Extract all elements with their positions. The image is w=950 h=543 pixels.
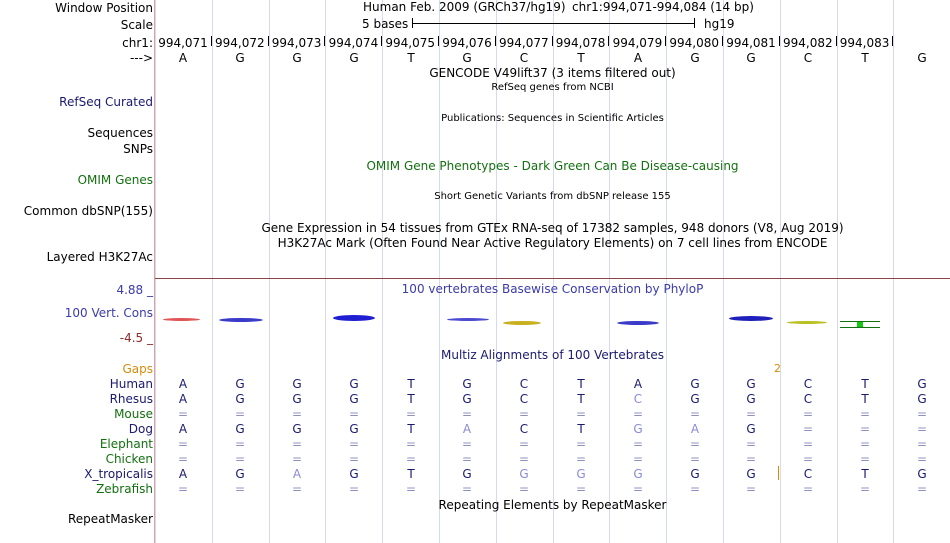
label-scale: Scale bbox=[120, 18, 153, 32]
alignment-base: = bbox=[518, 407, 530, 421]
phylop-mark bbox=[840, 327, 880, 328]
alignment-base: T bbox=[861, 392, 869, 406]
reference-base: T bbox=[407, 51, 415, 65]
ruler-tick bbox=[324, 36, 325, 46]
alignment-base: G bbox=[235, 392, 245, 406]
alignment-base: T bbox=[407, 377, 415, 391]
alignment-base: = bbox=[802, 422, 814, 436]
alignment-base: = bbox=[689, 482, 701, 496]
alignment-base: = bbox=[689, 407, 701, 421]
alignment-base: A bbox=[178, 422, 188, 436]
alignment-base: G bbox=[519, 467, 529, 481]
alignment-base: G bbox=[462, 392, 472, 406]
ruler-position-label: 994,078 bbox=[555, 36, 606, 50]
phylop-mark bbox=[729, 316, 773, 321]
alignment-base: = bbox=[745, 482, 757, 496]
label-100-vert-cons[interactable]: 100 Vert. Cons bbox=[64, 306, 153, 320]
phylop-mark bbox=[447, 318, 489, 321]
reference-base: G bbox=[462, 51, 472, 65]
ruler-tick bbox=[495, 36, 496, 46]
species-label[interactable]: Zebrafish bbox=[96, 482, 153, 496]
alignment-base: G bbox=[746, 467, 756, 481]
alignment-base: = bbox=[632, 437, 644, 451]
alignment-base: G bbox=[917, 392, 927, 406]
alignment-base: = bbox=[632, 407, 644, 421]
label-cons-min: -4.5 _ bbox=[119, 331, 153, 345]
track-title-omim[interactable]: OMIM Gene Phenotypes - Dark Green Can Be Disease-causing bbox=[366, 159, 739, 173]
alignment-base: = bbox=[859, 452, 871, 466]
alignment-base: G bbox=[462, 467, 472, 481]
alignment-base: = bbox=[405, 482, 417, 496]
assembly-title: Human Feb. 2009 (GRCh37/hg19) bbox=[363, 0, 566, 14]
alignment-base: G bbox=[349, 392, 359, 406]
alignment-base: A bbox=[462, 422, 472, 436]
alignment-base: = bbox=[689, 452, 701, 466]
alignment-base: G bbox=[349, 377, 359, 391]
ruler-tick bbox=[779, 36, 780, 46]
alignment-base: G bbox=[576, 467, 586, 481]
alignment-base: = bbox=[632, 482, 644, 496]
ruler-tick bbox=[211, 36, 212, 46]
alignment-base: G bbox=[690, 392, 700, 406]
alignment-base: = bbox=[802, 482, 814, 496]
label-layered-h3k27ac[interactable]: Layered H3K27Ac bbox=[46, 250, 153, 264]
alignment-base: G bbox=[746, 422, 756, 436]
track-title-repeatmasker[interactable]: Repeating Elements by RepeatMasker bbox=[438, 498, 667, 512]
ruler-position-label: 994,072 bbox=[214, 36, 265, 50]
label-snps[interactable]: SNPs bbox=[123, 142, 153, 156]
alignment-base: C bbox=[519, 392, 529, 406]
alignment-base: = bbox=[689, 437, 701, 451]
label-common-dbsnp[interactable]: Common dbSNP(155) bbox=[23, 204, 153, 218]
species-label[interactable]: Mouse bbox=[114, 407, 153, 421]
alignment-base: A bbox=[178, 392, 188, 406]
alignment-base: G bbox=[235, 467, 245, 481]
alignment-base: T bbox=[407, 392, 415, 406]
alignment-base: G bbox=[235, 377, 245, 391]
alignment-base: A bbox=[178, 467, 188, 481]
alignment-base: G bbox=[746, 392, 756, 406]
scale-db-label: hg19 bbox=[704, 17, 735, 31]
scale-bar-label: 5 bases bbox=[362, 17, 409, 31]
reference-base: G bbox=[292, 51, 302, 65]
alignment-base: = bbox=[234, 437, 246, 451]
label-chromosome: chr1: bbox=[122, 36, 153, 50]
ruler-position-label: 994,082 bbox=[782, 36, 833, 50]
species-label[interactable]: Chicken bbox=[105, 452, 153, 466]
alignment-base: G bbox=[746, 377, 756, 391]
alignment-base: G bbox=[235, 422, 245, 436]
alignment-base: = bbox=[234, 482, 246, 496]
alignment-base: C bbox=[803, 377, 813, 391]
alignment-base: T bbox=[577, 377, 585, 391]
insertion-marker bbox=[778, 466, 779, 480]
ruler-position-label: 994,079 bbox=[612, 36, 663, 50]
alignment-base: = bbox=[575, 452, 587, 466]
alignment-base: = bbox=[461, 407, 473, 421]
alignment-base: = bbox=[916, 452, 928, 466]
alignment-base: T bbox=[861, 467, 869, 481]
alignment-base: = bbox=[461, 482, 473, 496]
alignment-base: T bbox=[577, 392, 585, 406]
alignment-base: G bbox=[917, 467, 927, 481]
label-repeatmasker[interactable]: RepeatMasker bbox=[67, 512, 153, 526]
label-cons-max: 4.88 _ bbox=[116, 283, 153, 297]
alignment-base: = bbox=[916, 422, 928, 436]
reference-base: G bbox=[690, 51, 700, 65]
alignment-base: = bbox=[575, 437, 587, 451]
alignment-base: = bbox=[234, 407, 246, 421]
phylop-mark bbox=[163, 318, 200, 321]
ruler-position-label: 994,071 bbox=[158, 36, 208, 50]
ruler-tick bbox=[608, 36, 609, 46]
reference-base: G bbox=[917, 51, 927, 65]
alignment-base: G bbox=[462, 377, 472, 391]
reference-base: G bbox=[746, 51, 756, 65]
label-sequences[interactable]: Sequences bbox=[87, 126, 153, 140]
species-label[interactable]: Elephant bbox=[99, 437, 153, 451]
phylop-mark bbox=[503, 321, 541, 325]
ruler-tick bbox=[381, 36, 382, 46]
ruler-position-label: 994,074 bbox=[328, 36, 379, 50]
alignment-base: G bbox=[633, 422, 643, 436]
alignment-base: = bbox=[916, 407, 928, 421]
track-title-dbsnp[interactable]: Short Genetic Variants from dbSNP release 155 bbox=[434, 191, 671, 202]
alignment-base: = bbox=[802, 407, 814, 421]
alignment-base: = bbox=[461, 437, 473, 451]
window-position-text: chr1:994,071-994,084 (14 bp) bbox=[572, 0, 754, 14]
ruler-position-label: 994,080 bbox=[669, 36, 719, 50]
label-strand: ---> bbox=[129, 51, 153, 65]
label-refseq-curated[interactable]: RefSeq Curated bbox=[59, 95, 153, 109]
track-title-refseq[interactable]: RefSeq genes from NCBI bbox=[491, 82, 614, 93]
alignment-base: = bbox=[859, 422, 871, 436]
alignment-base: = bbox=[575, 407, 587, 421]
alignment-base: = bbox=[916, 482, 928, 496]
alignment-base: = bbox=[745, 407, 757, 421]
species-label[interactable]: Dog bbox=[128, 422, 153, 436]
alignment-base: = bbox=[405, 437, 417, 451]
alignment-base: = bbox=[177, 437, 189, 451]
track-title-h3k27ac[interactable]: H3K27Ac Mark (Often Found Near Active Regulatory Elements) on 7 cell lines from ENCODE bbox=[277, 236, 828, 250]
phylop-mark bbox=[617, 321, 659, 325]
track-separator bbox=[155, 278, 950, 279]
alignment-base: G bbox=[292, 422, 302, 436]
ruler-position-label: 994,081 bbox=[726, 36, 776, 50]
reference-base: G bbox=[235, 51, 245, 65]
species-label[interactable]: Human bbox=[109, 377, 153, 391]
alignment-base: = bbox=[802, 452, 814, 466]
alignment-base: = bbox=[348, 452, 360, 466]
alignment-base: = bbox=[802, 437, 814, 451]
ruler-tick bbox=[665, 36, 666, 46]
alignment-base: A bbox=[633, 377, 643, 391]
alignment-base: = bbox=[177, 452, 189, 466]
ruler-tick bbox=[268, 36, 269, 46]
alignment-base: = bbox=[518, 452, 530, 466]
alignment-base: C bbox=[633, 392, 643, 406]
ruler-position-label: 994,073 bbox=[271, 36, 322, 50]
reference-base: T bbox=[577, 51, 585, 65]
alignment-base: = bbox=[177, 407, 189, 421]
gap-count-label: 2 bbox=[774, 362, 781, 375]
alignment-base: = bbox=[859, 482, 871, 496]
alignment-base: = bbox=[234, 452, 246, 466]
reference-base: A bbox=[178, 51, 188, 65]
alignment-base: = bbox=[348, 482, 360, 496]
alignment-base: T bbox=[861, 377, 869, 391]
reference-base: T bbox=[861, 51, 869, 65]
alignment-base: = bbox=[518, 482, 530, 496]
alignment-base: = bbox=[461, 452, 473, 466]
alignment-base: = bbox=[291, 482, 303, 496]
alignment-base: G bbox=[292, 392, 302, 406]
alignment-base: = bbox=[632, 452, 644, 466]
alignment-base: = bbox=[405, 452, 417, 466]
alignment-base: T bbox=[407, 422, 415, 436]
alignment-base: = bbox=[745, 452, 757, 466]
ruler-position-label: 994,083 bbox=[839, 36, 890, 50]
alignment-base: = bbox=[177, 482, 189, 496]
alignment-base: G bbox=[633, 467, 643, 481]
alignment-base: = bbox=[916, 437, 928, 451]
alignment-base: G bbox=[690, 377, 700, 391]
track-title-gencode[interactable]: GENCODE V49lift37 (3 items filtered out) bbox=[429, 66, 676, 80]
alignment-base: = bbox=[291, 407, 303, 421]
alignment-base: C bbox=[803, 392, 813, 406]
alignment-base: = bbox=[859, 407, 871, 421]
alignment-base: = bbox=[518, 437, 530, 451]
reference-base: C bbox=[803, 51, 813, 65]
alignment-base: A bbox=[178, 377, 188, 391]
alignment-base: = bbox=[348, 437, 360, 451]
ruler-position-label: 994,077 bbox=[498, 36, 549, 50]
phylop-mark bbox=[219, 318, 263, 322]
track-title-multiz[interactable]: Multiz Alignments of 100 Vertebrates bbox=[440, 348, 665, 362]
alignment-base: = bbox=[575, 482, 587, 496]
alignment-base: T bbox=[407, 467, 415, 481]
reference-base: A bbox=[633, 51, 643, 65]
species-label[interactable]: Rhesus bbox=[109, 392, 153, 406]
phylop-mark bbox=[333, 315, 375, 321]
alignment-base: G bbox=[690, 467, 700, 481]
label-omim-genes[interactable]: OMIM Genes bbox=[77, 173, 153, 187]
alignment-base: = bbox=[291, 437, 303, 451]
ruler-tick bbox=[722, 36, 723, 46]
track-title-phylop[interactable]: 100 vertebrates Basewise Conservation by PhyloP bbox=[401, 282, 704, 296]
alignment-base: A bbox=[292, 467, 302, 481]
reference-base: C bbox=[519, 51, 529, 65]
species-label[interactable]: X_tropicalis bbox=[84, 467, 153, 481]
ruler-tick bbox=[836, 36, 837, 46]
phylop-mark bbox=[787, 321, 827, 324]
alignment-base: G bbox=[349, 422, 359, 436]
alignment-base: G bbox=[292, 377, 302, 391]
alignment-base: = bbox=[291, 452, 303, 466]
alignment-base: G bbox=[349, 467, 359, 481]
alignment-base: G bbox=[917, 377, 927, 391]
alignment-base: C bbox=[803, 467, 813, 481]
ruler-tick bbox=[438, 36, 439, 46]
label-gaps: Gaps bbox=[122, 362, 153, 376]
alignment-base: = bbox=[348, 407, 360, 421]
alignment-base: = bbox=[745, 437, 757, 451]
alignment-base: = bbox=[405, 407, 417, 421]
alignment-base: C bbox=[519, 422, 529, 436]
alignment-base: A bbox=[690, 422, 700, 436]
alignment-base: T bbox=[577, 422, 585, 436]
ruler-tick bbox=[892, 36, 893, 46]
alignment-base: = bbox=[859, 437, 871, 451]
alignment-base: C bbox=[519, 377, 529, 391]
track-title-publications[interactable]: Publications: Sequences in Scientific Articles bbox=[441, 113, 664, 124]
ruler-tick bbox=[552, 36, 553, 46]
ruler-position-label: 994,075 bbox=[385, 36, 435, 50]
reference-base: G bbox=[349, 51, 359, 65]
label-window-position: Window Position bbox=[55, 1, 153, 15]
ruler-position-label: 994,076 bbox=[442, 36, 492, 50]
track-title-gtex[interactable]: Gene Expression in 54 tissues from GTEx RNA-seq of 17382 samples, 948 donors (V8, Aug 2019) bbox=[261, 221, 844, 235]
